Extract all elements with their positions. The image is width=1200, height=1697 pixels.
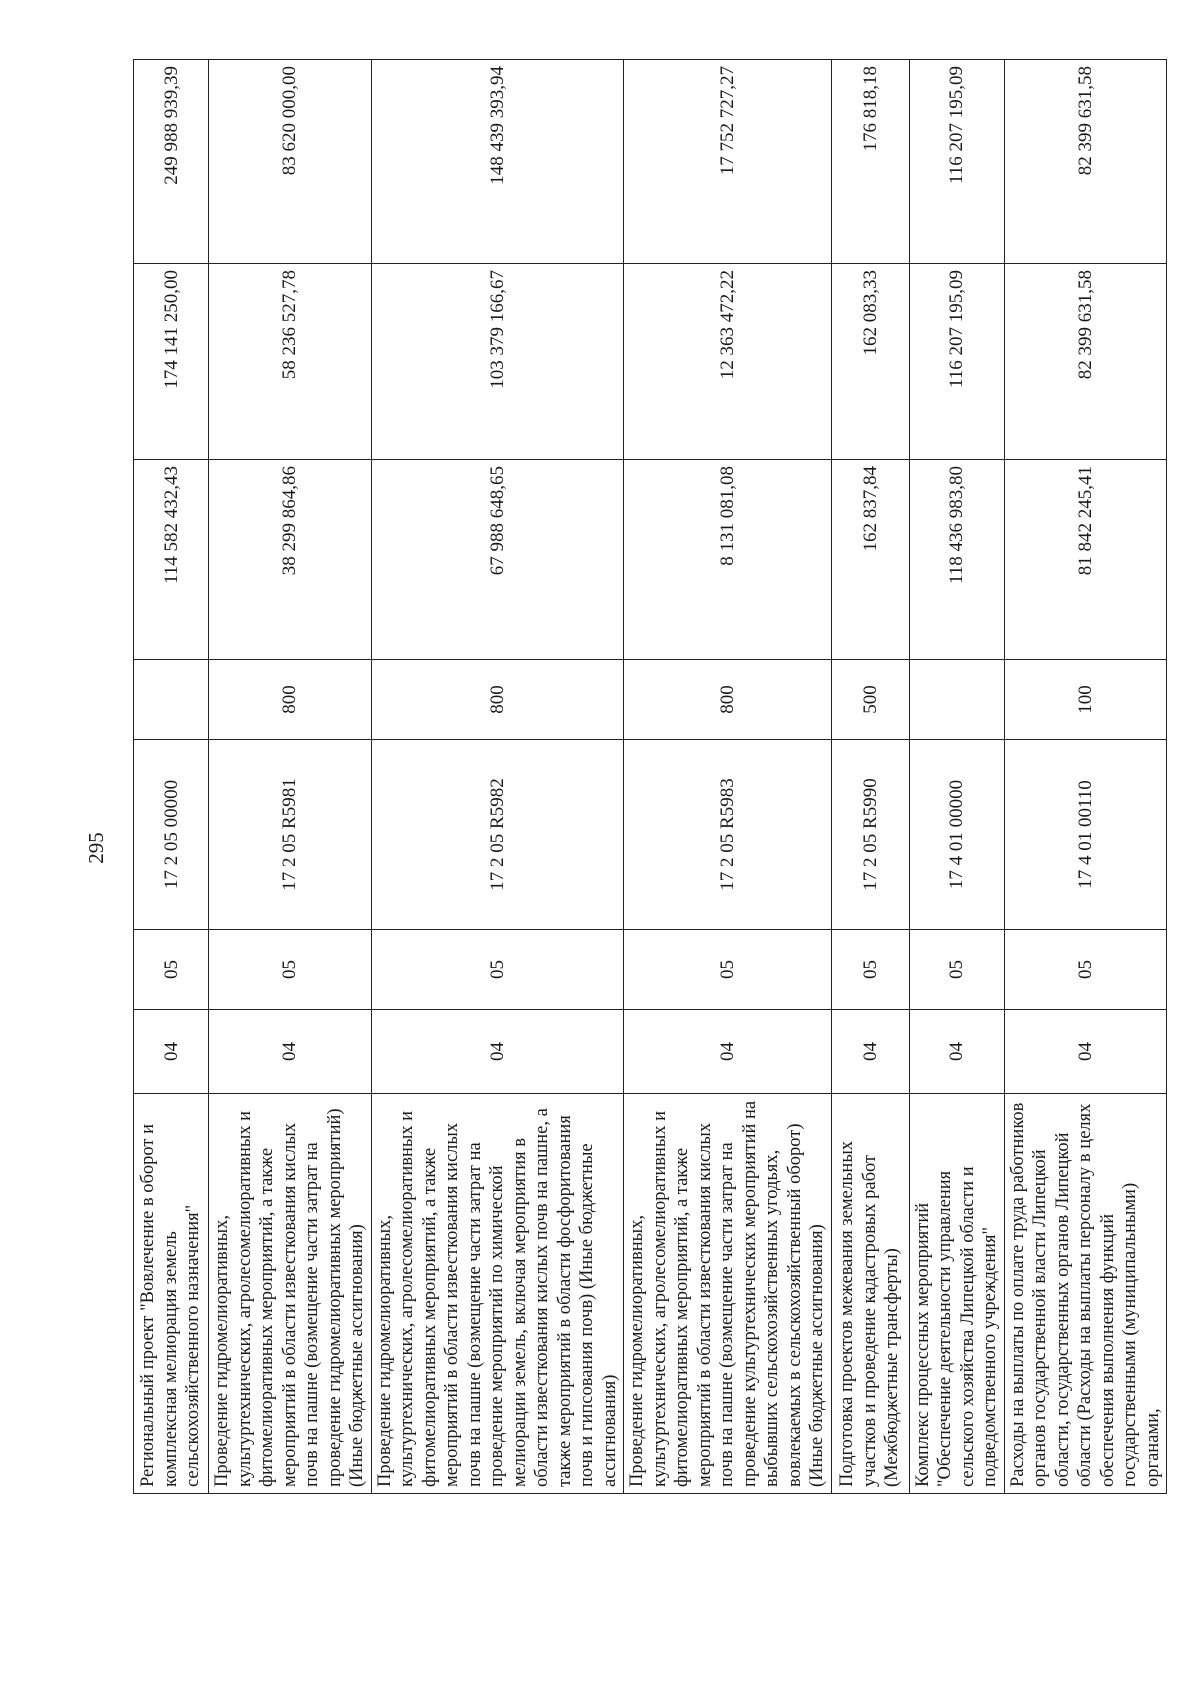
row-name: Проведение гидромелиоративных, культуртехнических, агролесомелиоративных и фитомелиоративных мероприятий, а также мероприятий в области известкования кислых почв на пашне (возмещение части затрат на проведение культуртехнических мероприятий на выбывших сельскохозяйственных угодьях, вовлекаемых в сельскохозяйственный оборот) (Иные бюджетные ассигнования) [624, 1094, 832, 1494]
row-name: Проведение гидромелиоративных, культуртехнических, агролесомелиоративных и фитомелиоративных мероприятий, а также мероприятий в области известкования кислых почв на пашне (возмещение части затрат на проведение мероприятий по химической мелиорации земель, включая мероприятия в области известкования кислых почв на пашне, а также мероприятий в области фосфоритования почв и гипсования почв) (Иные бюджетные ассигнования) [371, 1094, 624, 1494]
row-amount-2: 82 399 631,58 [1004, 264, 1167, 460]
row-name: Комплекс процессных мероприятий "Обеспечение деятельности управления сельского хозяйства Липецкой области и подведомственного учреждения" [909, 1094, 1004, 1494]
table-row [134, 60, 209, 1494]
row-amount-1: 38 299 864,86 [209, 460, 372, 660]
row-target: 17 4 01 00110 [1004, 740, 1167, 930]
row-subsection: 05 [831, 930, 909, 1010]
row-amount-1: 162 837,84 [831, 460, 909, 660]
row-section: 04 [371, 1010, 624, 1094]
row-amount-2: 174 141 250,00 [134, 264, 209, 460]
table-row [371, 60, 624, 1494]
row-section: 04 [624, 1010, 832, 1094]
row-type: 800 [371, 660, 624, 740]
row-subsection: 05 [909, 930, 1004, 1010]
row-subsection: 05 [371, 930, 624, 1010]
row-section: 04 [831, 1010, 909, 1094]
row-type: 800 [624, 660, 832, 740]
row-subsection: 05 [624, 930, 832, 1010]
row-amount-1: 67 988 648,65 [371, 460, 624, 660]
row-amount-2: 162 083,33 [831, 264, 909, 460]
row-target: 17 2 05 R5981 [209, 740, 372, 930]
row-target: 17 2 05 R5982 [371, 740, 624, 930]
table-row [209, 60, 372, 1494]
row-type: 500 [831, 660, 909, 740]
row-amount-2: 12 363 472,22 [624, 264, 832, 460]
row-target: 17 4 01 00000 [909, 740, 1004, 930]
row-section: 04 [209, 1010, 372, 1094]
row-amount-2: 116 207 195,09 [909, 264, 1004, 460]
table-row [831, 60, 909, 1494]
table-row [1004, 60, 1167, 1494]
row-amount-1: 81 842 245,41 [1004, 460, 1167, 660]
row-subsection: 05 [209, 930, 372, 1010]
row-amount-3: 249 988 939,39 [134, 60, 209, 264]
row-amount-1: 8 131 081,08 [624, 460, 832, 660]
row-subsection: 05 [134, 930, 209, 1010]
row-section: 04 [134, 1010, 209, 1094]
row-name: Проведение гидромелиоративных, культуртехнических, агролесомелиоративных и фитомелиоративных мероприятий, а также мероприятий в области известкования кислых почв на пашне (возмещение части затрат на проведение гидромелиоративных мероприятий) (Иные бюджетные ассигнования) [209, 1094, 372, 1494]
row-amount-3: 82 399 631,58 [1004, 60, 1167, 264]
table-row [624, 60, 832, 1494]
row-amount-2: 58 236 527,78 [209, 264, 372, 460]
row-amount-1: 118 436 983,80 [909, 460, 1004, 660]
row-amount-3: 176 818,18 [831, 60, 909, 264]
page-number: 295 [84, 832, 108, 864]
table-body [134, 60, 1167, 1494]
row-type [909, 660, 1004, 740]
row-subsection: 05 [1004, 930, 1167, 1010]
row-amount-3: 83 620 000,00 [209, 60, 372, 264]
budget-table [133, 59, 1167, 1494]
row-type: 100 [1004, 660, 1167, 740]
row-target: 17 2 05 00000 [134, 740, 209, 930]
row-type: 800 [209, 660, 372, 740]
row-amount-3: 116 207 195,09 [909, 60, 1004, 264]
row-type [134, 660, 209, 740]
row-name: Региональный проект "Вовлечение в оборот и комплексная мелиорация земель сельскохозяйственного назначения" [134, 1094, 209, 1494]
rotated-table-container [133, 60, 1163, 1494]
row-section: 04 [909, 1010, 1004, 1094]
row-amount-1: 114 582 432,43 [134, 460, 209, 660]
row-amount-3: 148 439 393,94 [371, 60, 624, 264]
row-target: 17 2 05 R5983 [624, 740, 832, 930]
row-amount-3: 17 752 727,27 [624, 60, 832, 264]
row-name: Подготовка проектов межевания земельных участков и проведение кадастровых работ (Межбюджетные трансферты) [831, 1094, 909, 1494]
row-name: Расходы на выплаты по оплате труда работников органов государственной власти Липецкой области, государственных органов Липецкой области (Расходы на выплаты персоналу в целях обеспечения выполнения функций государственными (муниципальными) органами, [1004, 1094, 1167, 1494]
row-amount-2: 103 379 166,67 [371, 264, 624, 460]
row-section: 04 [1004, 1010, 1167, 1094]
row-target: 17 2 05 R5990 [831, 740, 909, 930]
table-row [909, 60, 1004, 1494]
